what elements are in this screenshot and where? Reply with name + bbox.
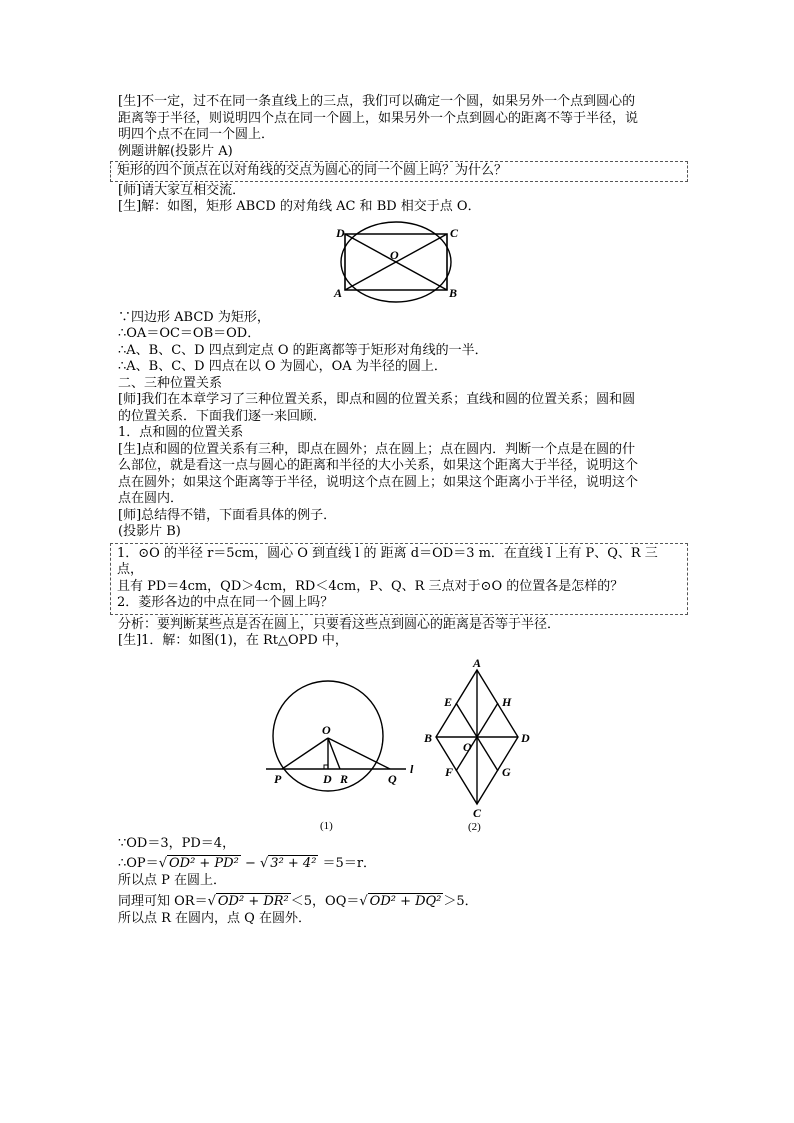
question-text: 2．菱形各边的中点在同一个圆上吗？ <box>117 595 334 610</box>
label-Q: Q <box>388 771 397 786</box>
text-line: [生]解：如图，矩形 ABCD 的对角线 AC 和 BD 相交于点 O． <box>118 199 481 214</box>
text-line: 所以点 R 在圆内，点 Q 在圆外． <box>118 910 311 926</box>
label-B: B <box>449 285 458 300</box>
text-line: ∴OA＝OC＝OB＝OD． <box>118 326 261 341</box>
label-B: B <box>424 730 433 745</box>
label-C: C <box>450 225 459 240</box>
text-line: 分析：要判断某些点是否在圆上，只要看这些点到圆心的距离是否等于半径． <box>118 616 561 632</box>
caption-2: (2) <box>468 820 481 833</box>
slide-a-box <box>110 161 688 182</box>
text-line: ∵OD＝3，PD＝4， <box>118 835 236 851</box>
text-line: ∵四边形 ABCD 为矩形， <box>118 309 270 325</box>
text-line: [师]请大家互相交流． <box>118 182 246 198</box>
label-D: D <box>323 771 332 786</box>
text-line: 点在圆内． <box>118 491 184 506</box>
text-line: ∴A、B、C、D 四点在以 O 为圆心，OA 为半径的圆上． <box>118 359 447 374</box>
formula-mid: − <box>240 856 260 871</box>
label-A: A <box>334 285 343 300</box>
label-R: R <box>340 771 349 786</box>
text-line: 的位置关系．下面我们逐一来回顾． <box>118 408 327 424</box>
formula-suffix: ＝5＝r． <box>318 856 377 871</box>
label-E: E <box>444 694 453 709</box>
label-F: F <box>445 764 454 779</box>
rectangle-circle-figure <box>336 224 466 302</box>
document-page <box>118 94 680 927</box>
formula-prefix: ∴OP＝ <box>118 856 159 871</box>
figures-row <box>118 656 680 834</box>
radicand: OD² + DQ² <box>369 894 442 909</box>
question-text: 1．⊙O 的半径 r＝5cm，圆心 O 到直线 l 的 距离 d＝OD＝3 m．在直线 l 上有 P、Q、R 三点， <box>117 545 658 577</box>
label-H: H <box>502 694 512 709</box>
text-line: 距离等于半径，则说明四个点在同一个圆上，如果另外一个点到圆心的距离不等于半径，说 <box>118 110 639 126</box>
label-O: O <box>390 247 399 262</box>
question-text: 且有 PD＝4cm，QD＞4cm，RD＜4cm，P、Q、R 三点对于⊙O 的位置各是怎样的？ <box>117 578 624 594</box>
text-line: [生]不一定，过不在同一条直线上的三点，我们可以确定一个圆，如果另外一个点到圆心的 <box>118 94 636 109</box>
text-line: 明四个点不在同一个圆上． <box>118 127 275 142</box>
text-line: 点在圆外；如果这个距离等于半径，说明这个点在圆上；如果这个距离小于半径，说明这个 <box>118 474 639 490</box>
text-line: ∴A、B、C、D 四点到定点 O 的距离都等于矩形对角线的一半． <box>118 342 488 358</box>
radicand: OD² + PD² <box>168 856 239 871</box>
caption-1: (1) <box>320 819 333 832</box>
label-O: O <box>322 722 331 737</box>
rhombus-figure <box>416 656 546 834</box>
text-line: [生]1．解：如图(1)，在 Rt△OPD 中， <box>118 633 348 648</box>
section-heading: 二、三种位置关系 <box>118 375 223 391</box>
label-A: A <box>473 655 482 670</box>
subsection-heading: 1．点和圆的位置关系 <box>118 425 244 440</box>
text-line: 所以点 P 在圆上． <box>118 872 227 888</box>
radicand: 3² + 4² <box>270 856 317 871</box>
text-line: [师]我们在本章学习了三种位置关系，即点和圆的位置关系；直线和圆的位置关系；圆和圆 <box>118 392 636 407</box>
question-text: 矩形的四个顶点在以对角线的交点为圆心的同一个圆上吗？为什么？ <box>117 163 508 178</box>
formula-line: 同理可知 OR＝√ OD² + DR² ＜5，OQ＝√ OD² + DQ² ＞5． <box>118 894 478 909</box>
section-heading: 例题讲解(投影片 A) <box>118 143 233 159</box>
formula-prefix: 同理可知 OR＝ <box>118 894 208 909</box>
circle-line-figure <box>258 686 418 834</box>
label-D: D <box>521 730 530 745</box>
label-P: P <box>274 771 282 786</box>
section-heading: (投影片 B) <box>118 524 181 539</box>
label-l: l <box>410 761 414 776</box>
label-C: C <box>473 805 482 820</box>
radicand: OD² + DR² <box>217 894 289 909</box>
label-D: D <box>336 225 345 240</box>
formula-suffix: ＞5． <box>443 894 478 909</box>
text-line: [生]点和圆的位置关系有三种，即点在圆外；点在圆上；点在圆内．判断一个点是在圆的什 <box>118 441 636 457</box>
text-line: [师]总结得不错，下面看具体的例子． <box>118 507 337 523</box>
text-line: 么部位，就是看这一点与圆心的距离和半径的大小关系，如果这个距离大于半径，说明这个 <box>118 458 639 473</box>
label-G: G <box>502 764 511 779</box>
formula-line: ∴OP＝√ OD² + PD² − √ 3² + 4² ＝5＝r． <box>118 856 377 871</box>
formula-mid: ＜5，OQ＝ <box>290 894 360 909</box>
label-O: O <box>463 739 472 754</box>
slide-b-box <box>110 543 688 615</box>
